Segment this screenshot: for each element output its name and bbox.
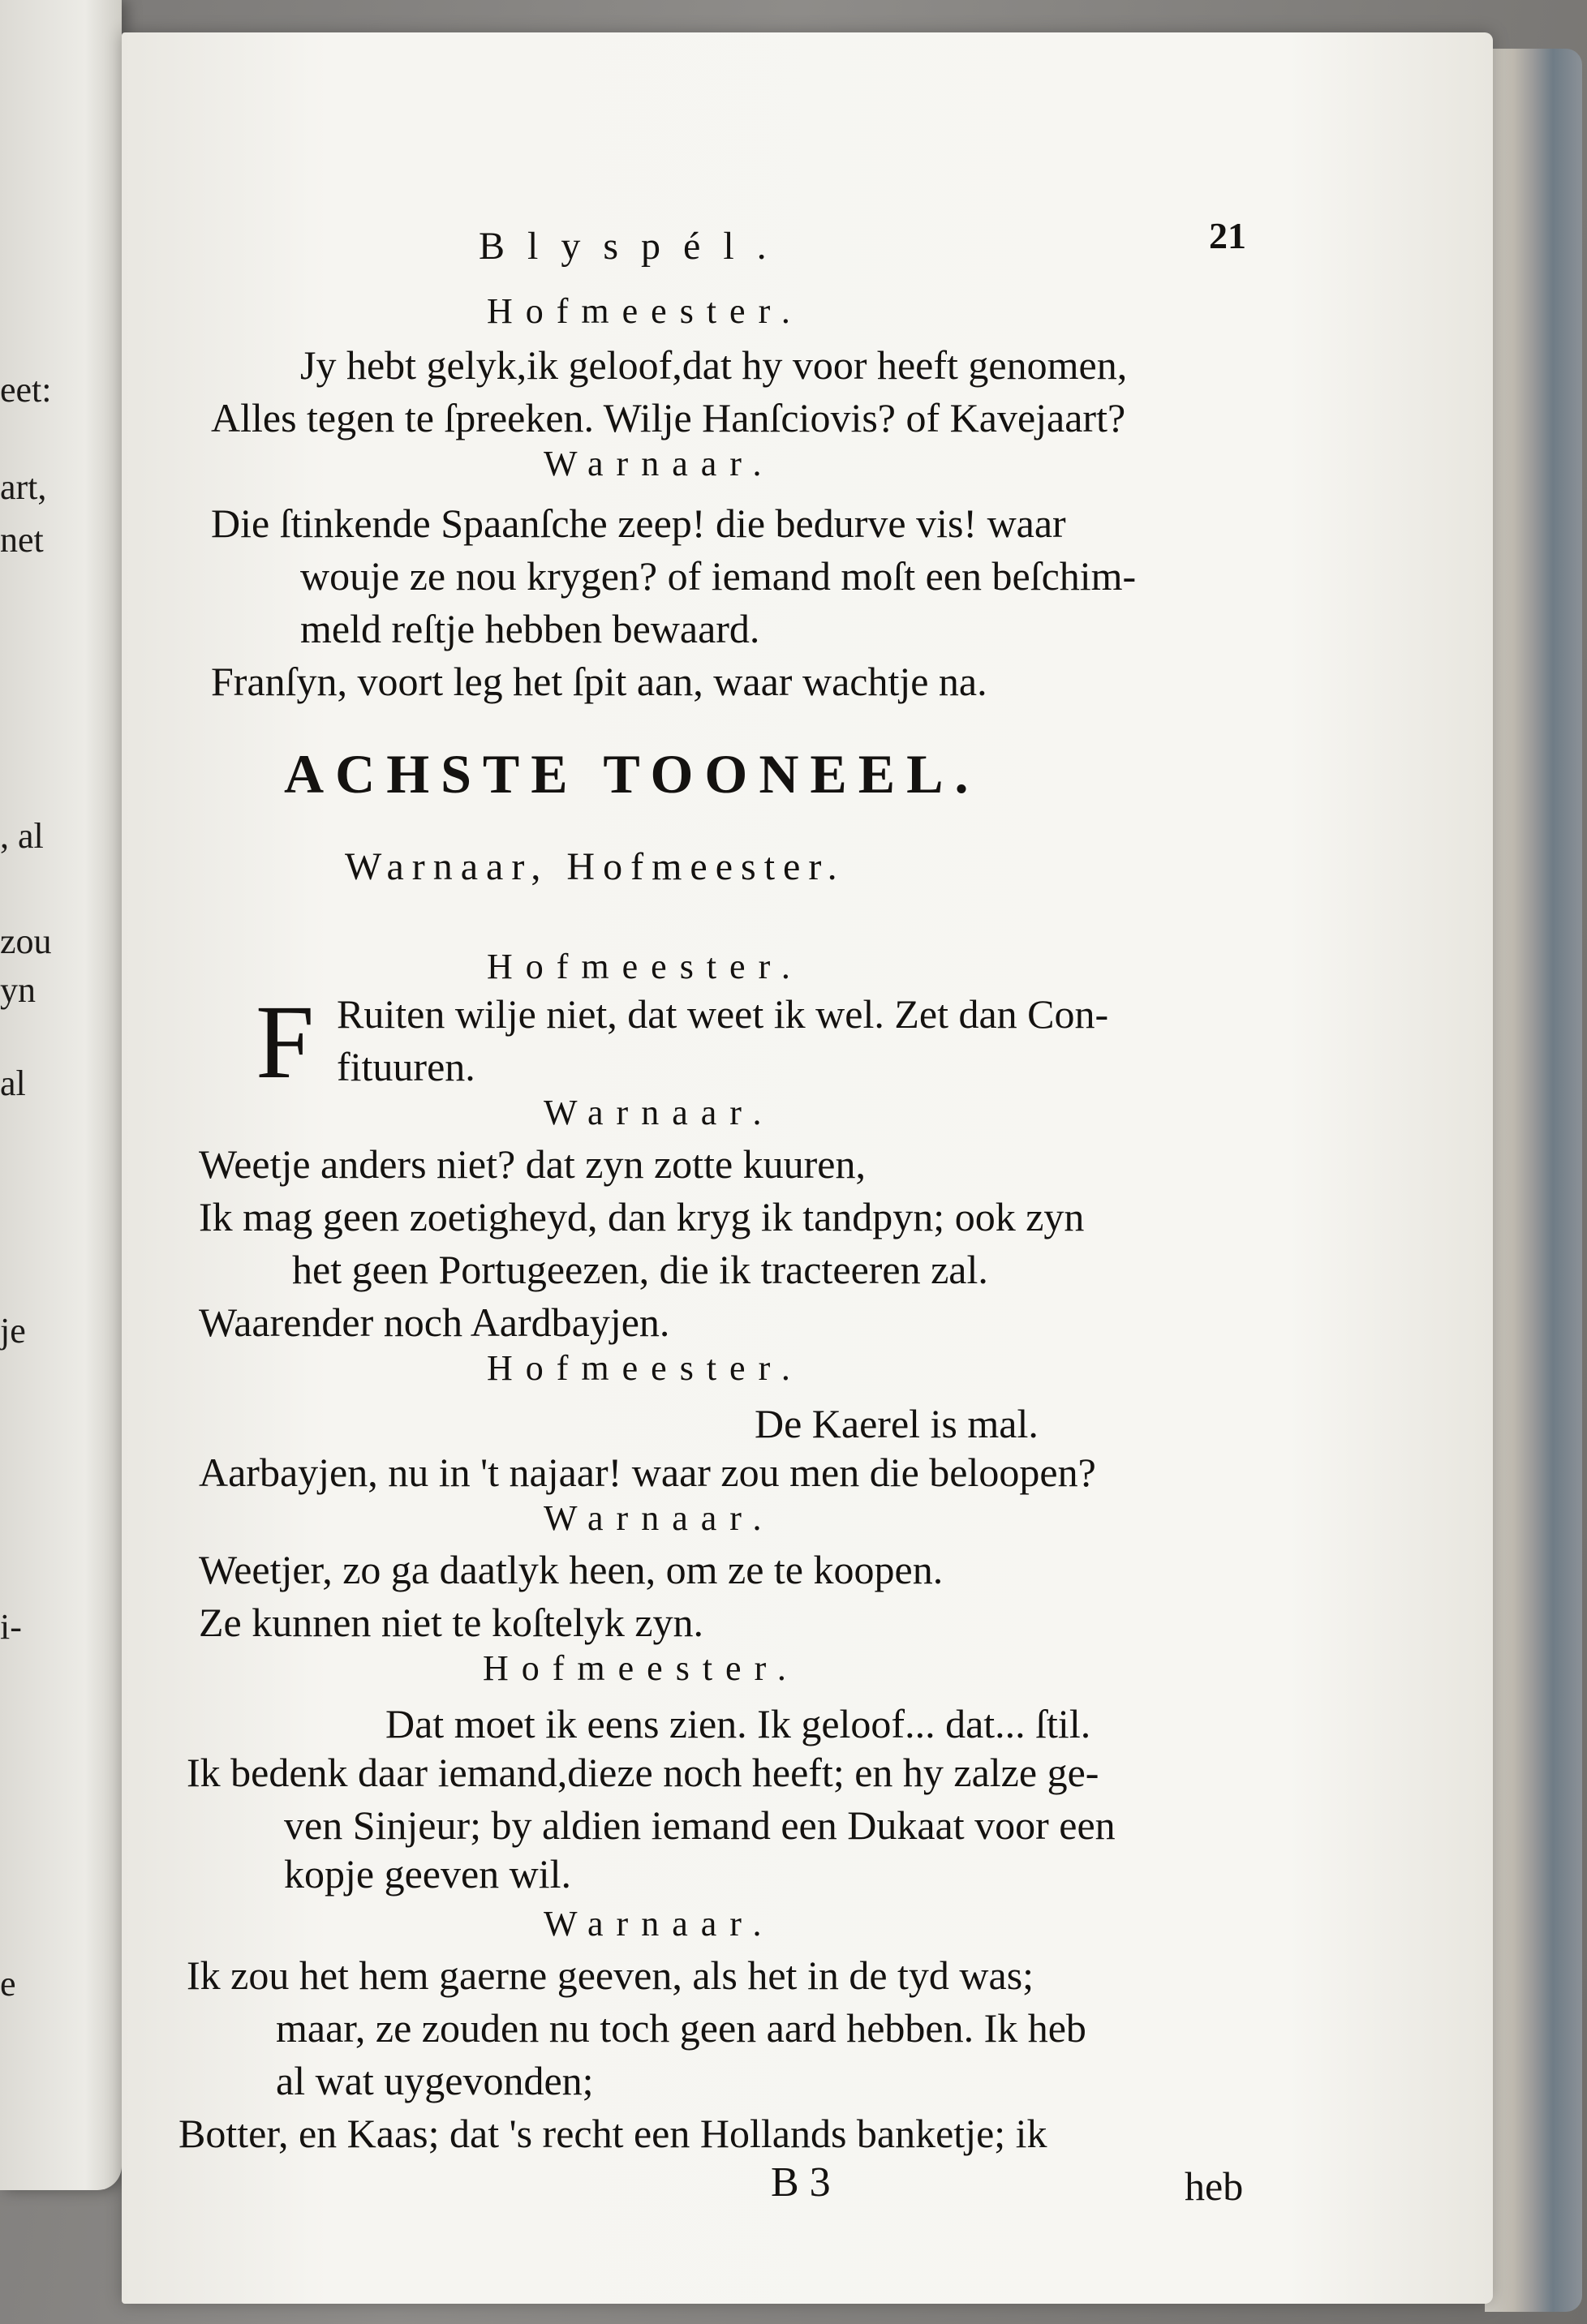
text-line: Alles tegen te ſpreeken. Wilje Hanſciovis? of Kavejaart?: [211, 395, 1126, 440]
facing-page-fragment: e: [0, 1964, 16, 2004]
text-line: Botter, en Kaas; dat 's recht een Hollands banketje; ik: [178, 2111, 1047, 2156]
text-line: al wat uygevonden;: [276, 2058, 594, 2103]
book-page: [122, 32, 1493, 2304]
facing-page-fragment: art,: [0, 467, 47, 507]
scene-heading: ACHSTE TOONEEL.: [284, 743, 980, 805]
speaker-label: Hofmeester.: [487, 1348, 803, 1388]
text-line: Franſyn, voort leg het ſpit aan, waar wachtje na.: [211, 659, 987, 704]
text-line: wouje ze nou krygen? of iemand moſt een beſchim-: [300, 553, 1137, 599]
speaker-label: Warnaar.: [544, 444, 775, 483]
page-number: 21: [1209, 215, 1246, 256]
text-line: De Kaerel is mal.: [755, 1401, 1039, 1446]
text-line: fituuren.: [337, 1044, 475, 1089]
catchword: heb: [1185, 2163, 1244, 2209]
drop-cap: F: [256, 984, 315, 1101]
speaker-label: Hofmeester.: [487, 947, 803, 986]
speaker-label: Hofmeester.: [483, 1648, 799, 1688]
text-line: het geen Portugeezen, die ik tracteeren zal.: [292, 1247, 988, 1292]
facing-page-fragment: , al: [0, 816, 44, 856]
book-edge: [1485, 49, 1582, 2312]
text-line: Aarbayjen, nu in 't najaar! waar zou men die beloopen?: [199, 1450, 1096, 1495]
text-line: Ruiten wilje niet, dat weet ik wel. Zet dan Con-: [337, 991, 1109, 1037]
speaker-label: Hofmeester.: [487, 291, 803, 331]
text-line: Waarender noch Aardbayjen.: [199, 1299, 670, 1345]
signature-mark: B 3: [771, 2159, 831, 2206]
text-line: Ik bedenk daar iemand,dieze noch heeft; en hy zalze ge-: [187, 1750, 1099, 1795]
facing-page-fragment: eet:: [0, 370, 52, 410]
text-line: Jy hebt gelyk,ik geloof,dat hy voor heeft genomen,: [300, 342, 1128, 388]
text-line: ven Sinjeur; by aldien iemand een Dukaat voor een: [284, 1802, 1116, 1848]
speaker-label: Warnaar.: [544, 1498, 775, 1538]
text-line: Weetje anders niet? dat zyn zotte kuuren,: [199, 1141, 866, 1187]
text-line: maar, ze zouden nu toch geen aard hebben. Ik heb: [276, 2005, 1086, 2051]
facing-page-fragment: zou: [0, 921, 52, 961]
text-line: Ik mag geen zoetigheyd, dan kryg ik tandpyn; ook zyn: [199, 1194, 1085, 1239]
text-line: meld reſtje hebben bewaard.: [300, 606, 760, 651]
scene-characters: Warnaar, Hofmeester.: [345, 845, 845, 888]
text-line: Dat moet ik eens zien. Ik geloof... dat... ſtil.: [385, 1701, 1091, 1746]
speaker-label: Warnaar.: [544, 1904, 775, 1944]
text-line: kopje geeven wil.: [284, 1851, 572, 1897]
facing-page-fragment: yn: [0, 970, 36, 1010]
text-line: Weetjer, zo ga daatlyk heen, om ze te koopen.: [199, 1547, 944, 1592]
facing-page-fragment: net: [0, 520, 44, 560]
text-line: Ze kunnen niet te koſtelyk zyn.: [199, 1600, 704, 1645]
running-head: Blyspél.: [479, 225, 789, 268]
facing-page-fragment: je: [0, 1311, 26, 1351]
facing-page-fragment: i-: [0, 1607, 22, 1647]
text-line: Die ſtinkende Spaanſche zeep! die bedurve vis! waar: [211, 500, 1066, 546]
speaker-label: Warnaar.: [544, 1093, 775, 1132]
facing-page-fragment: al: [0, 1063, 26, 1103]
facing-page: [0, 0, 122, 2190]
text-line: Ik zou het hem gaerne geeven, als het in de tyd was;: [187, 1952, 1034, 1998]
